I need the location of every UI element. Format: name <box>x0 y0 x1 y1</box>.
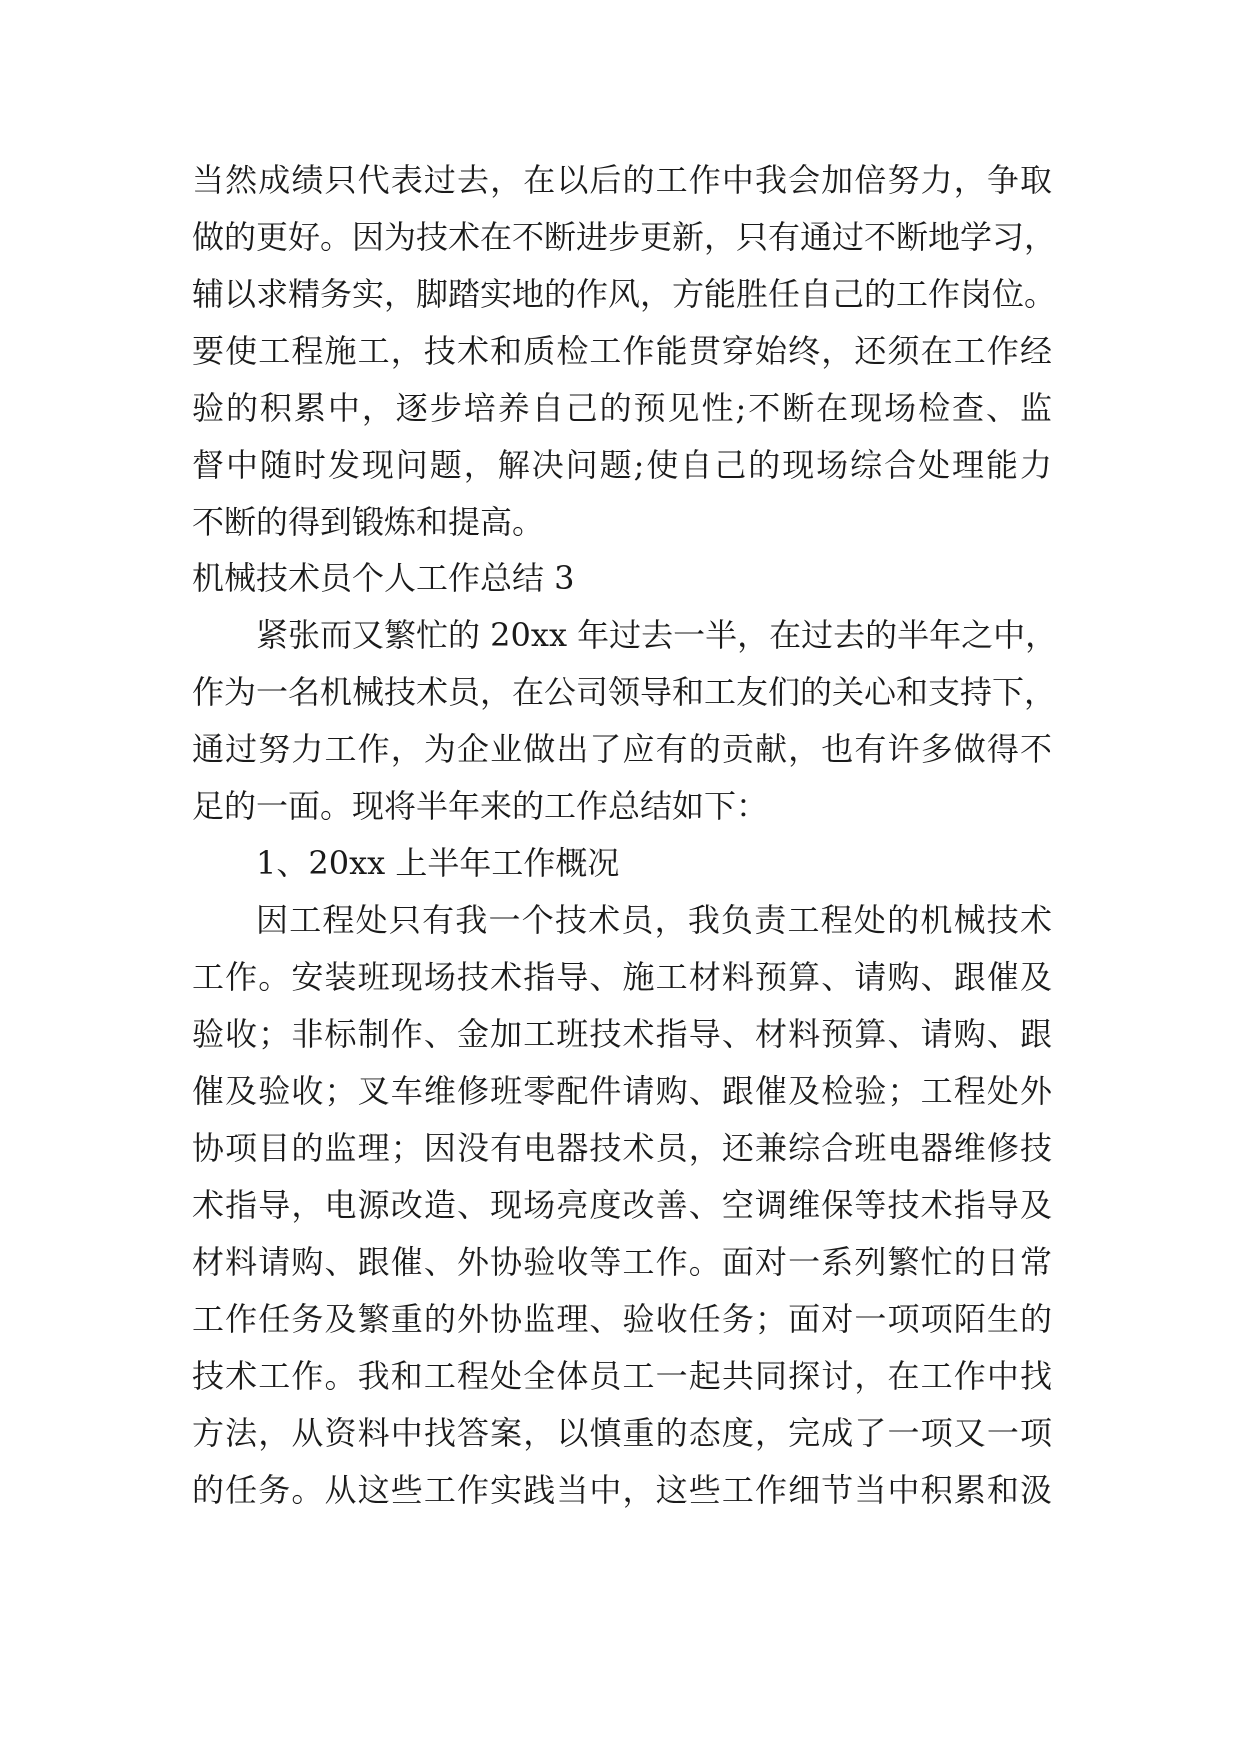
paragraph-line: 紧张而又繁忙的 20xx 年过去一半，在过去的半年之中， <box>256 616 1058 654</box>
paragraph-line: 作为一名机械技术员，在公司领导和工友们的关心和支持下， <box>192 673 1057 711</box>
paragraph-line: 不断的得到锻炼和提高。 <box>192 503 545 541</box>
paragraph-line: 术指导，电源改造、现场亮度改善、空调维保等技术指导及 <box>192 1186 1052 1224</box>
paragraph-line: 通过努力工作，为企业做出了应有的贡献，也有许多做得不 <box>192 730 1052 768</box>
paragraph-line: 督中随时发现问题，解决问题;使自己的现场综合处理能力 <box>192 446 1052 484</box>
paragraph-line: 方法，从资料中找答案，以慎重的态度，完成了一项又一项 <box>192 1414 1052 1452</box>
paragraph-line: 技术工作。我和工程处全体员工一起共同探讨，在工作中找 <box>192 1357 1052 1395</box>
paragraph-line: 协项目的监理；因没有电器技术员，还兼综合班电器维修技 <box>192 1129 1052 1167</box>
paragraph-line: 做的更好。因为技术在不断进步更新，只有通过不断地学习， <box>192 218 1057 256</box>
section-heading: 机械技术员个人工作总结 3 <box>192 559 575 597</box>
paragraph-line: 当然成绩只代表过去，在以后的工作中我会加倍努力，争取 <box>192 161 1052 199</box>
paragraph-line: 工作任务及繁重的外协监理、验收任务；面对一项项陌生的 <box>192 1300 1052 1338</box>
paragraph-line: 足的一面。现将半年来的工作总结如下： <box>192 787 769 825</box>
paragraph-line: 验的积累中，逐步培养自己的预见性;不断在现场检查、监 <box>192 389 1052 427</box>
paragraph-line: 的任务。从这些工作实践当中，这些工作细节当中积累和汲 <box>192 1471 1052 1509</box>
paragraph-line: 因工程处只有我一个技术员，我负责工程处的机械技术 <box>256 901 1052 939</box>
paragraph-line: 工作。安装班现场技术指导、施工材料预算、请购、跟催及 <box>192 958 1052 996</box>
paragraph-line: 要使工程施工，技术和质检工作能贯穿始终，还须在工作经 <box>192 332 1052 370</box>
list-item-heading: 1、20xx 上半年工作概况 <box>256 844 620 882</box>
paragraph-line: 催及验收；叉车维修班零配件请购、跟催及检验；工程处外 <box>192 1072 1052 1110</box>
paragraph-line: 材料请购、跟催、外协验收等工作。面对一系列繁忙的日常 <box>192 1243 1052 1281</box>
paragraph-line: 验收；非标制作、金加工班技术指导、材料预算、请购、跟 <box>192 1015 1052 1053</box>
paragraph-line: 辅以求精务实，脚踏实地的作风，方能胜任自己的工作岗位。 <box>192 275 1057 313</box>
